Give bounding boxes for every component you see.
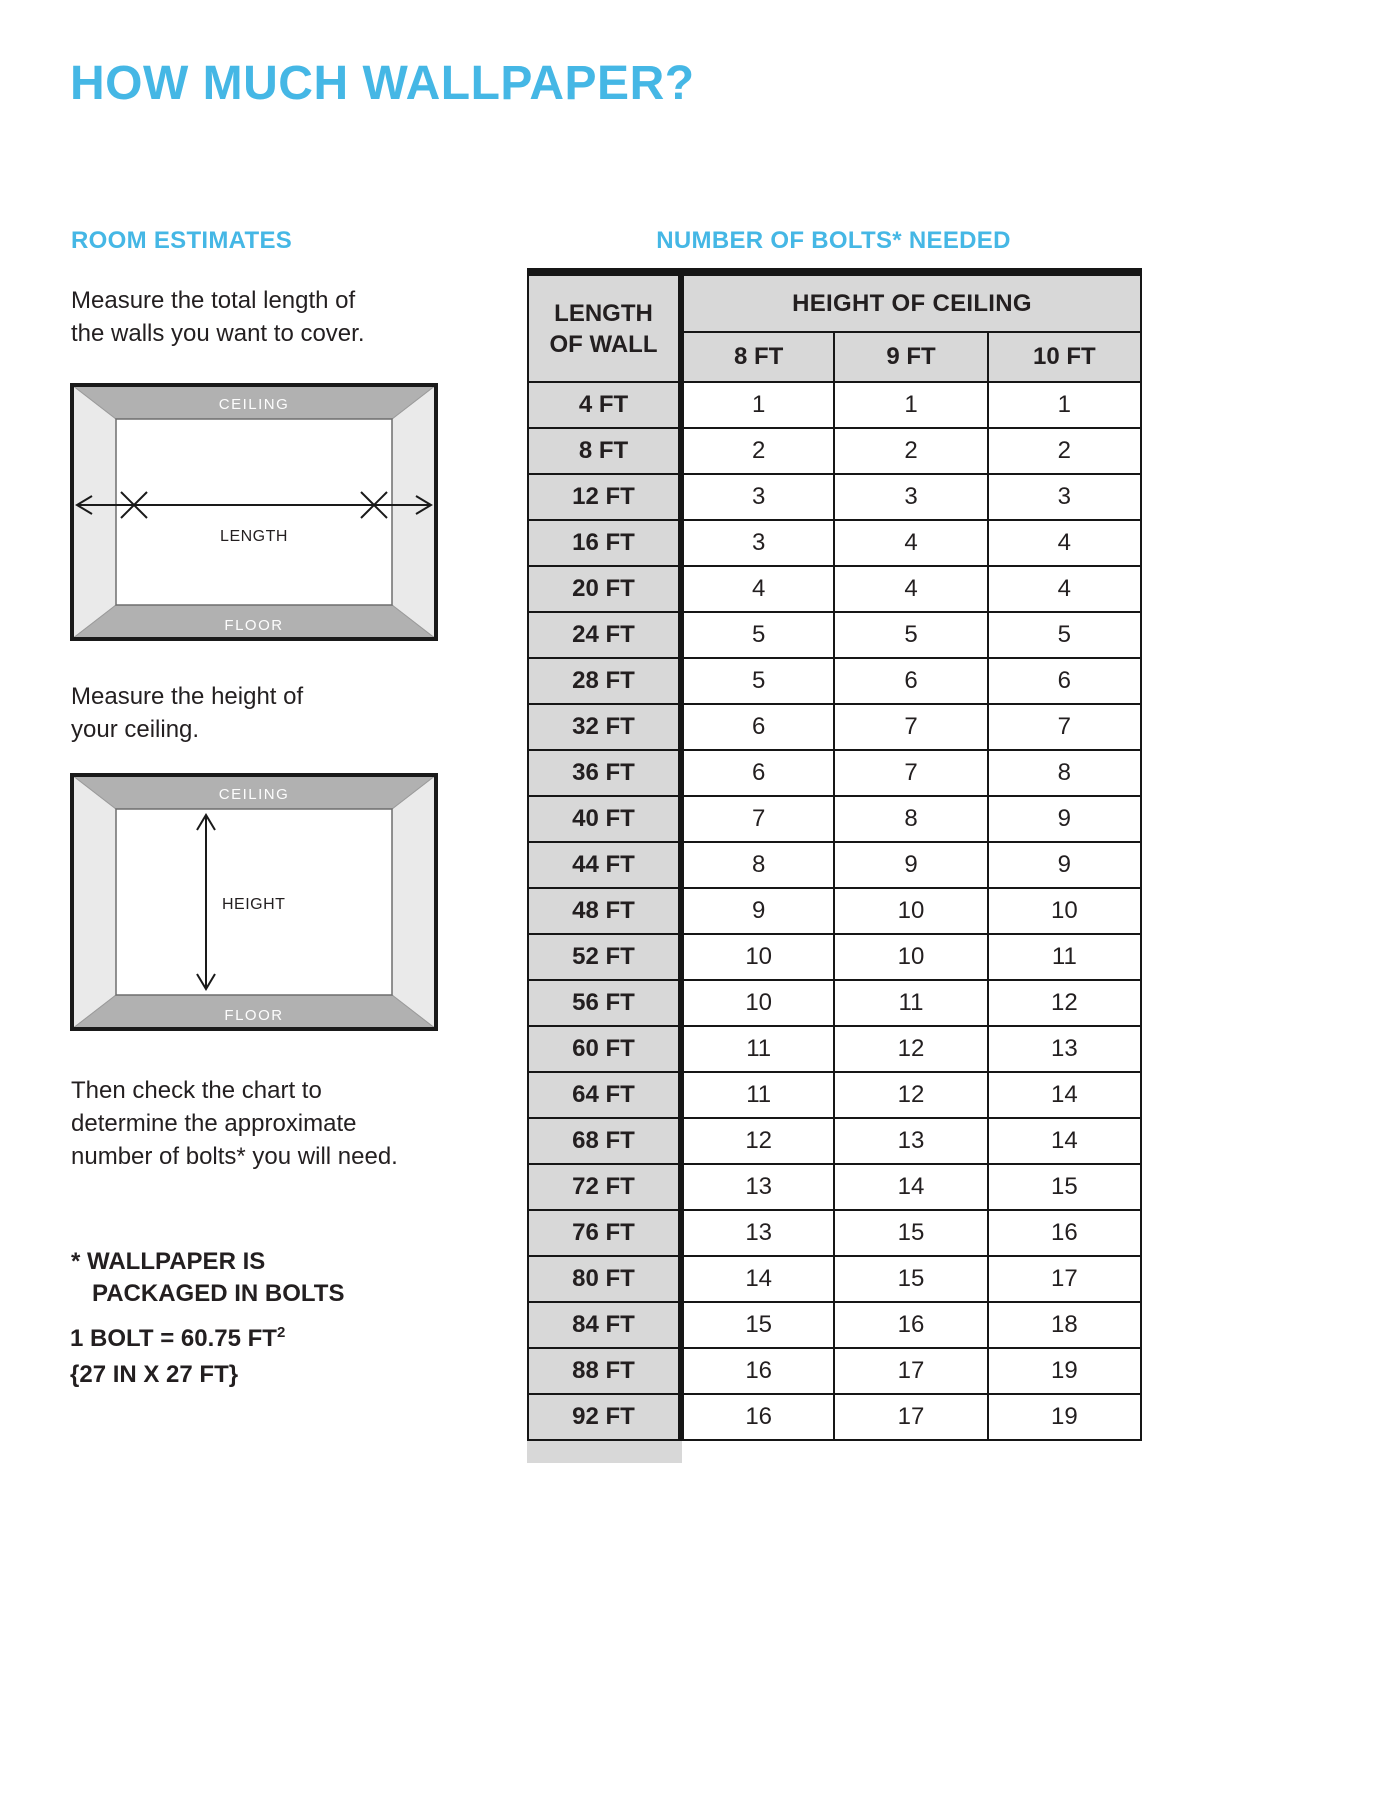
step3-line3: number of bolts* you will need. — [71, 1143, 398, 1170]
table-row — [528, 1118, 1141, 1164]
table-row — [528, 842, 1141, 888]
bolt-count-cell: 12 — [988, 980, 1141, 1026]
height-of-ceiling-header: HEIGHT OF CEILING — [681, 272, 1141, 332]
ceiling-label: CEILING — [218, 786, 290, 803]
bolt-count-cell: 7 — [834, 704, 987, 750]
bolt-count-cell: 11 — [681, 1026, 834, 1072]
bolts-footnote — [71, 1246, 344, 1310]
bolt-count-cell: 17 — [834, 1348, 987, 1394]
table-row — [528, 1164, 1141, 1210]
bolt-count-cell: 5 — [681, 612, 834, 658]
bolt-count-cell: 14 — [988, 1072, 1141, 1118]
height-label: HEIGHT — [222, 896, 286, 913]
bolts-table-heading: NUMBER OF BOLTS* NEEDED — [656, 227, 1011, 254]
ceiling-10ft-header: 10 FT — [988, 332, 1141, 382]
bolt-count-cell: 10 — [834, 934, 987, 980]
left-wall-panel — [72, 385, 116, 639]
room-estimates-heading: ROOM ESTIMATES — [71, 227, 293, 254]
bolt-count-cell: 4 — [681, 566, 834, 612]
bolt-count-cell: 9 — [988, 842, 1141, 888]
wall-length-cell: 28 FT — [528, 658, 681, 704]
bolt-count-cell: 11 — [988, 934, 1141, 980]
table-row — [528, 750, 1141, 796]
wall-length-cell: 52 FT — [528, 934, 681, 980]
wall-length-cell: 40 FT — [528, 796, 681, 842]
bolt-count-cell: 18 — [988, 1302, 1141, 1348]
bolt-equation-exponent: 2 — [276, 1324, 286, 1341]
footnote-line1: * WALLPAPER IS — [71, 1248, 266, 1275]
bolts-table-wrap — [527, 268, 1140, 1463]
wall-length-cell: 36 FT — [528, 750, 681, 796]
bolt-count-cell: 3 — [681, 520, 834, 566]
bolt-equation-text: 1 BOLT = 60.75 FT — [70, 1325, 277, 1352]
bolt-count-cell: 6 — [681, 704, 834, 750]
table-row — [528, 474, 1141, 520]
bolt-count-cell: 6 — [988, 658, 1141, 704]
bolt-count-cell: 5 — [988, 612, 1141, 658]
bolt-count-cell: 10 — [681, 934, 834, 980]
bolt-count-cell: 1 — [988, 382, 1141, 428]
bolt-count-cell: 7 — [834, 750, 987, 796]
bolt-count-cell: 12 — [834, 1026, 987, 1072]
floor-label: FLOOR — [224, 1007, 284, 1024]
wall-length-cell: 48 FT — [528, 888, 681, 934]
bolt-count-cell: 14 — [988, 1118, 1141, 1164]
step1-line2: the walls you want to cover. — [71, 320, 365, 347]
table-row — [528, 1210, 1141, 1256]
table-row — [528, 1348, 1141, 1394]
bolt-count-cell: 17 — [834, 1394, 987, 1440]
bolt-count-cell: 10 — [834, 888, 987, 934]
wall-length-cell: 92 FT — [528, 1394, 681, 1440]
bolt-count-cell: 4 — [834, 520, 987, 566]
bolt-count-cell: 10 — [681, 980, 834, 1026]
bolt-count-cell: 19 — [988, 1394, 1141, 1440]
bolt-count-cell: 8 — [988, 750, 1141, 796]
length-diagram — [70, 383, 438, 641]
step1-text — [71, 284, 364, 350]
floor-label: FLOOR — [224, 617, 284, 634]
bolt-count-cell: 11 — [681, 1072, 834, 1118]
wall-length-cell: 84 FT — [528, 1302, 681, 1348]
table-row — [528, 520, 1141, 566]
bolt-count-cell: 13 — [988, 1026, 1141, 1072]
bolt-count-cell: 14 — [681, 1256, 834, 1302]
bolt-count-cell: 16 — [834, 1302, 987, 1348]
bolt-count-cell: 1 — [681, 382, 834, 428]
wall-length-cell: 24 FT — [528, 612, 681, 658]
length-label: LENGTH — [220, 528, 288, 545]
bolt-count-cell: 3 — [988, 474, 1141, 520]
table-row — [528, 980, 1141, 1026]
bolt-count-cell: 15 — [681, 1302, 834, 1348]
wall-length-cell: 4 FT — [528, 382, 681, 428]
table-row — [528, 382, 1141, 428]
wall-length-cell: 20 FT — [528, 566, 681, 612]
step3-line1: Then check the chart to — [71, 1077, 322, 1104]
bolt-count-cell: 5 — [681, 658, 834, 704]
bolt-count-cell: 17 — [988, 1256, 1141, 1302]
left-wall-panel — [72, 775, 116, 1029]
table-row — [528, 1302, 1141, 1348]
bolt-count-cell: 16 — [681, 1394, 834, 1440]
table-row — [528, 704, 1141, 750]
bolt-equation — [70, 1324, 285, 1353]
bolt-count-cell: 15 — [834, 1210, 987, 1256]
ceiling-label: CEILING — [218, 396, 290, 413]
bolt-count-cell: 4 — [834, 566, 987, 612]
ceiling-9ft-header: 9 FT — [834, 332, 987, 382]
bolt-count-cell: 6 — [681, 750, 834, 796]
bolt-count-cell: 19 — [988, 1348, 1141, 1394]
bolt-count-cell: 2 — [988, 428, 1141, 474]
bolt-count-cell: 10 — [988, 888, 1141, 934]
table-row — [528, 1072, 1141, 1118]
step3-text — [71, 1074, 398, 1173]
step2-text — [71, 680, 303, 746]
height-diagram — [70, 773, 438, 1031]
bolt-count-cell: 2 — [834, 428, 987, 474]
wall-length-cell: 80 FT — [528, 1256, 681, 1302]
bolt-count-cell: 8 — [681, 842, 834, 888]
bolt-count-cell: 16 — [681, 1348, 834, 1394]
wall-length-cell: 64 FT — [528, 1072, 681, 1118]
bolt-count-cell: 2 — [681, 428, 834, 474]
wall-length-cell: 12 FT — [528, 474, 681, 520]
table-row — [528, 1256, 1141, 1302]
bolt-count-cell: 5 — [834, 612, 987, 658]
bolt-count-cell: 4 — [988, 566, 1141, 612]
length-column-footer-stub — [527, 1441, 682, 1463]
bolt-count-cell: 7 — [988, 704, 1141, 750]
wall-length-cell: 56 FT — [528, 980, 681, 1026]
table-row — [528, 658, 1141, 704]
bolt-count-cell: 15 — [988, 1164, 1141, 1210]
table-row — [528, 1026, 1141, 1072]
wall-length-cell: 44 FT — [528, 842, 681, 888]
back-wall-panel — [116, 419, 392, 605]
table-header-row-1 — [528, 272, 1141, 332]
bolt-count-cell: 13 — [681, 1164, 834, 1210]
table-row — [528, 612, 1141, 658]
bolt-count-cell: 3 — [681, 474, 834, 520]
table-row — [528, 428, 1141, 474]
bolt-count-cell: 14 — [834, 1164, 987, 1210]
bolt-count-cell: 3 — [834, 474, 987, 520]
bolt-count-cell: 13 — [681, 1210, 834, 1256]
table-row — [528, 566, 1141, 612]
bolt-count-cell: 9 — [834, 842, 987, 888]
wall-length-cell: 76 FT — [528, 1210, 681, 1256]
bolt-count-cell: 13 — [834, 1118, 987, 1164]
bolt-count-cell: 12 — [834, 1072, 987, 1118]
bolt-count-cell: 16 — [988, 1210, 1141, 1256]
right-wall-panel — [392, 775, 436, 1029]
bolts-table — [527, 268, 1142, 1441]
bolt-dimensions: {27 IN X 27 FT} — [70, 1361, 239, 1388]
right-wall-panel — [392, 385, 436, 639]
bolt-count-cell: 8 — [834, 796, 987, 842]
step1-line1: Measure the total length of — [71, 287, 356, 314]
table-row — [528, 1394, 1141, 1440]
bolts-table-body — [528, 382, 1141, 1440]
bolt-count-cell: 15 — [834, 1256, 987, 1302]
bolt-count-cell: 12 — [681, 1118, 834, 1164]
length-header-line2: OF WALL — [549, 330, 658, 358]
bolt-count-cell: 4 — [988, 520, 1141, 566]
table-row — [528, 888, 1141, 934]
wall-length-cell: 60 FT — [528, 1026, 681, 1072]
bolt-count-cell: 11 — [834, 980, 987, 1026]
length-header-line1: LENGTH — [554, 299, 653, 327]
wall-length-cell: 88 FT — [528, 1348, 681, 1394]
table-row — [528, 934, 1141, 980]
ceiling-8ft-header: 8 FT — [681, 332, 834, 382]
length-of-wall-header — [528, 272, 681, 382]
bolt-count-cell: 7 — [681, 796, 834, 842]
wall-length-cell: 32 FT — [528, 704, 681, 750]
wall-length-cell: 68 FT — [528, 1118, 681, 1164]
bolt-count-cell: 1 — [834, 382, 987, 428]
step2-line1: Measure the height of — [71, 683, 304, 710]
wall-length-cell: 8 FT — [528, 428, 681, 474]
page-title: HOW MUCH WALLPAPER? — [70, 57, 695, 110]
step3-line2: determine the approximate — [71, 1110, 357, 1137]
step2-line2: your ceiling. — [71, 716, 200, 743]
bolt-count-cell: 9 — [988, 796, 1141, 842]
wall-length-cell: 16 FT — [528, 520, 681, 566]
wall-length-cell: 72 FT — [528, 1164, 681, 1210]
footnote-line2: PACKAGED IN BOLTS — [92, 1280, 345, 1307]
bolt-count-cell: 6 — [834, 658, 987, 704]
table-row — [528, 796, 1141, 842]
bolt-count-cell: 9 — [681, 888, 834, 934]
